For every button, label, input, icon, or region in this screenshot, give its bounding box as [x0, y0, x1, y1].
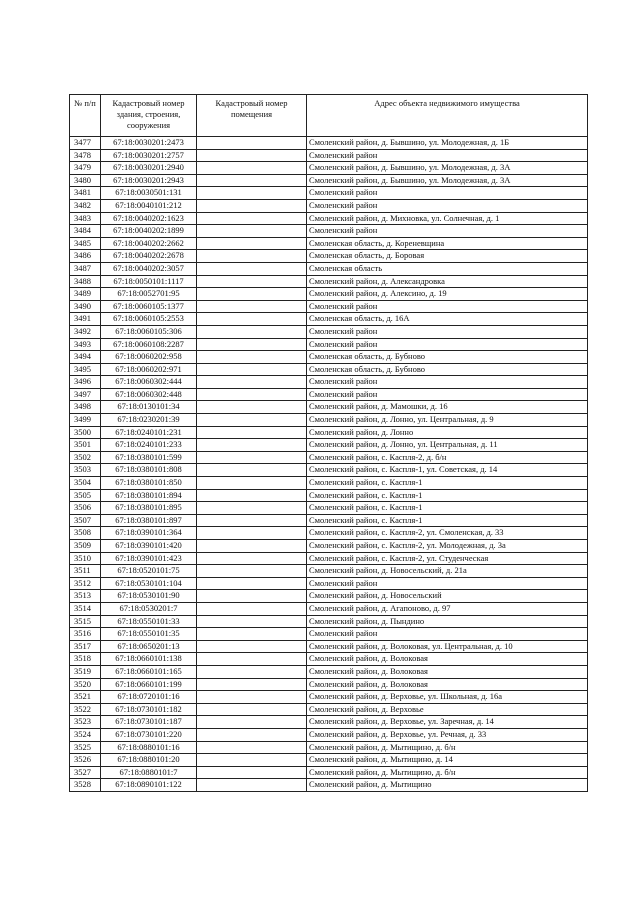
address-cell: Смоленский район, д. Бывшино, ул. Молодежная, д. 1Б: [307, 137, 588, 150]
table-row: [70, 728, 588, 741]
table-row: [70, 288, 588, 301]
address-cell: Смоленский район, д. Алексино, д. 19: [307, 288, 588, 301]
row-number-cell: 3495: [70, 363, 101, 376]
cadastral-room-cell: [197, 225, 307, 238]
row-number-cell: 3520: [70, 678, 101, 691]
document-page: [69, 94, 587, 792]
cadastral-building-cell: 67:18:0030501:131: [101, 187, 197, 200]
cadastral-room-cell: [197, 199, 307, 212]
cadastral-building-cell: 67:18:0060105:306: [101, 325, 197, 338]
cadastral-building-cell: 67:18:0040202:2678: [101, 250, 197, 263]
cadastral-building-cell: 67:18:0550101:35: [101, 628, 197, 641]
cadastral-room-cell: [197, 313, 307, 326]
row-number-cell: 3486: [70, 250, 101, 263]
cadastral-room-cell: [197, 540, 307, 553]
row-number-cell: 3519: [70, 665, 101, 678]
address-cell: Смоленский район, д. Пындино: [307, 615, 588, 628]
row-number-cell: 3503: [70, 464, 101, 477]
cadastral-building-cell: 67:18:0040202:2662: [101, 237, 197, 250]
address-cell: Смоленский район: [307, 628, 588, 641]
cadastral-room-cell: [197, 237, 307, 250]
address-cell: Смоленская область, д. Бубново: [307, 363, 588, 376]
cadastral-room-cell: [197, 527, 307, 540]
row-number-cell: 3527: [70, 766, 101, 779]
address-cell: Смоленский район, д. Михновка, ул. Солнечная, д. 1: [307, 212, 588, 225]
table-row: [70, 703, 588, 716]
cadastral-building-cell: 67:18:0660101:165: [101, 665, 197, 678]
address-cell: Смоленская область, д. 16А: [307, 313, 588, 326]
cadastral-building-cell: 67:18:0060105:1377: [101, 300, 197, 313]
cadastral-building-cell: 67:18:0060202:971: [101, 363, 197, 376]
table-row: [70, 212, 588, 225]
cadastral-room-cell: [197, 250, 307, 263]
cadastral-building-cell: 67:18:0060108:2287: [101, 338, 197, 351]
cadastral-building-cell: 67:18:0890101:122: [101, 779, 197, 792]
table-row: [70, 640, 588, 653]
table-row: [70, 262, 588, 275]
cadastral-room-cell: [197, 640, 307, 653]
row-number-cell: 3504: [70, 477, 101, 490]
address-cell: Смоленский район: [307, 577, 588, 590]
cadastral-building-cell: 67:18:0060105:2553: [101, 313, 197, 326]
cadastral-room-cell: [197, 602, 307, 615]
address-cell: Смоленская область, д. Боровая: [307, 250, 588, 263]
cadastral-building-cell: 67:18:0380101:850: [101, 477, 197, 490]
cadastral-building-cell: 67:18:0520101:75: [101, 565, 197, 578]
table-row: [70, 401, 588, 414]
cadastral-building-cell: 67:18:0730101:182: [101, 703, 197, 716]
address-cell: Смоленский район: [307, 338, 588, 351]
address-cell: Смоленский район, д. Александровка: [307, 275, 588, 288]
row-number-cell: 3491: [70, 313, 101, 326]
cadastral-room-cell: [197, 653, 307, 666]
address-cell: Смоленский район: [307, 376, 588, 389]
row-number-cell: 3487: [70, 262, 101, 275]
address-cell: Смоленский район, д. Верховье: [307, 703, 588, 716]
cadastral-building-cell: 67:18:0040202:1899: [101, 225, 197, 238]
cadastral-room-cell: [197, 741, 307, 754]
cadastral-room-cell: [197, 754, 307, 767]
table-row: [70, 137, 588, 150]
cadastral-building-cell: 67:18:0730101:220: [101, 728, 197, 741]
row-number-cell: 3511: [70, 565, 101, 578]
header-cadastral-building: Кадастровый номер здания, строения, сооружения: [101, 95, 197, 137]
cadastral-room-cell: [197, 212, 307, 225]
cadastral-building-cell: 67:18:0240101:233: [101, 439, 197, 452]
row-number-cell: 3510: [70, 552, 101, 565]
cadastral-room-cell: [197, 703, 307, 716]
address-cell: Смоленский район, д. Лонно, ул. Центральная, д. 11: [307, 439, 588, 452]
table-row: [70, 552, 588, 565]
table-header-row: [70, 95, 588, 137]
header-cadastral-room: Кадастровый номер помещения: [197, 95, 307, 137]
table-row: [70, 691, 588, 704]
table-row: [70, 225, 588, 238]
cadastral-building-cell: 67:18:0390101:420: [101, 540, 197, 553]
property-table: [69, 94, 588, 792]
table-row: [70, 590, 588, 603]
table-row: [70, 678, 588, 691]
cadastral-room-cell: [197, 514, 307, 527]
cadastral-room-cell: [197, 388, 307, 401]
cadastral-building-cell: 67:18:0380101:808: [101, 464, 197, 477]
cadastral-building-cell: 67:18:0380101:894: [101, 489, 197, 502]
row-number-cell: 3492: [70, 325, 101, 338]
address-cell: Смоленский район, д. Новосельский, д. 21а: [307, 565, 588, 578]
cadastral-room-cell: [197, 779, 307, 792]
cadastral-building-cell: 67:18:0530101:104: [101, 577, 197, 590]
address-cell: Смоленский район, с. Каспля-1: [307, 489, 588, 502]
cadastral-room-cell: [197, 376, 307, 389]
cadastral-building-cell: 67:18:0040101:212: [101, 199, 197, 212]
cadastral-room-cell: [197, 766, 307, 779]
header-number: № п/п: [70, 95, 101, 137]
address-cell: Смоленский район, д. Верховье, ул. Школьная, д. 16а: [307, 691, 588, 704]
row-number-cell: 3498: [70, 401, 101, 414]
row-number-cell: 3513: [70, 590, 101, 603]
table-row: [70, 489, 588, 502]
table-row: [70, 426, 588, 439]
address-cell: Смоленский район, с. Каспля-1: [307, 502, 588, 515]
address-cell: Смоленский район, д. Лонно, ул. Центральная, д. 9: [307, 414, 588, 427]
address-cell: Смоленский район: [307, 199, 588, 212]
row-number-cell: 3490: [70, 300, 101, 313]
cadastral-room-cell: [197, 439, 307, 452]
table-row: [70, 187, 588, 200]
address-cell: Смоленский район, с. Каспля-2, ул. Молодежная, д. 3а: [307, 540, 588, 553]
cadastral-building-cell: 67:18:0240101:231: [101, 426, 197, 439]
address-cell: Смоленский район, с. Каспля-2, д. б/н: [307, 451, 588, 464]
cadastral-building-cell: 67:18:0380101:599: [101, 451, 197, 464]
cadastral-building-cell: 67:18:0730101:187: [101, 716, 197, 729]
address-cell: Смоленский район, д. Бывшино, ул. Молодежная, д. 3А: [307, 174, 588, 187]
cadastral-building-cell: 67:18:0060302:444: [101, 376, 197, 389]
table-row: [70, 351, 588, 364]
cadastral-building-cell: 67:18:0230201:39: [101, 414, 197, 427]
row-number-cell: 3496: [70, 376, 101, 389]
address-cell: Смоленский район, с. Каспля-1: [307, 514, 588, 527]
address-cell: Смоленский район, д. Бывшино, ул. Молодежная, д. 3А: [307, 162, 588, 175]
address-cell: Смоленский район, д. Мытищино, д. б/н: [307, 741, 588, 754]
cadastral-building-cell: 67:18:0030201:2757: [101, 149, 197, 162]
cadastral-building-cell: 67:18:0030201:2473: [101, 137, 197, 150]
table-row: [70, 502, 588, 515]
cadastral-building-cell: 67:18:0130101:34: [101, 401, 197, 414]
table-row: [70, 628, 588, 641]
row-number-cell: 3497: [70, 388, 101, 401]
row-number-cell: 3502: [70, 451, 101, 464]
table-row: [70, 514, 588, 527]
cadastral-building-cell: 67:18:0880101:20: [101, 754, 197, 767]
cadastral-room-cell: [197, 628, 307, 641]
table-row: [70, 477, 588, 490]
cadastral-building-cell: 67:18:0030201:2943: [101, 174, 197, 187]
table-row: [70, 162, 588, 175]
row-number-cell: 3518: [70, 653, 101, 666]
table-row: [70, 716, 588, 729]
row-number-cell: 3512: [70, 577, 101, 590]
row-number-cell: 3523: [70, 716, 101, 729]
table-row: [70, 577, 588, 590]
cadastral-room-cell: [197, 728, 307, 741]
cadastral-room-cell: [197, 665, 307, 678]
row-number-cell: 3509: [70, 540, 101, 553]
address-cell: Смоленский район, с. Каспля-1, ул. Советская, д. 14: [307, 464, 588, 477]
table-row: [70, 766, 588, 779]
table-row: [70, 754, 588, 767]
cadastral-room-cell: [197, 262, 307, 275]
cadastral-room-cell: [197, 401, 307, 414]
row-number-cell: 3499: [70, 414, 101, 427]
cadastral-building-cell: 67:18:0660101:199: [101, 678, 197, 691]
cadastral-room-cell: [197, 174, 307, 187]
address-cell: Смоленский район: [307, 388, 588, 401]
cadastral-room-cell: [197, 489, 307, 502]
cadastral-building-cell: 67:18:0052701:95: [101, 288, 197, 301]
table-row: [70, 174, 588, 187]
row-number-cell: 3522: [70, 703, 101, 716]
address-cell: Смоленский район: [307, 187, 588, 200]
cadastral-room-cell: [197, 552, 307, 565]
address-cell: Смоленский район, д. Мамошки, д. 16: [307, 401, 588, 414]
row-number-cell: 3501: [70, 439, 101, 452]
row-number-cell: 3514: [70, 602, 101, 615]
cadastral-building-cell: 67:18:0390101:423: [101, 552, 197, 565]
row-number-cell: 3477: [70, 137, 101, 150]
table-row: [70, 313, 588, 326]
row-number-cell: 3481: [70, 187, 101, 200]
address-cell: Смоленская область: [307, 262, 588, 275]
row-number-cell: 3479: [70, 162, 101, 175]
row-number-cell: 3494: [70, 351, 101, 364]
address-cell: Смоленский район, д. Агапоново, д. 97: [307, 602, 588, 615]
cadastral-building-cell: 67:18:0390101:364: [101, 527, 197, 540]
table-row: [70, 602, 588, 615]
address-cell: Смоленский район, д. Лонно: [307, 426, 588, 439]
cadastral-building-cell: 67:18:0040202:1623: [101, 212, 197, 225]
cadastral-room-cell: [197, 288, 307, 301]
cadastral-room-cell: [197, 351, 307, 364]
row-number-cell: 3525: [70, 741, 101, 754]
table-row: [70, 665, 588, 678]
address-cell: Смоленский район, д. Новосельский: [307, 590, 588, 603]
row-number-cell: 3493: [70, 338, 101, 351]
cadastral-room-cell: [197, 615, 307, 628]
row-number-cell: 3505: [70, 489, 101, 502]
address-cell: Смоленский район: [307, 325, 588, 338]
cadastral-building-cell: 67:18:0550101:33: [101, 615, 197, 628]
address-cell: Смоленский район: [307, 225, 588, 238]
cadastral-building-cell: 67:18:0530101:90: [101, 590, 197, 603]
cadastral-building-cell: 67:18:0380101:895: [101, 502, 197, 515]
table-row: [70, 363, 588, 376]
address-cell: Смоленский район, с. Каспля-2, ул. Смоленская, д. 33: [307, 527, 588, 540]
table-row: [70, 653, 588, 666]
cadastral-room-cell: [197, 363, 307, 376]
address-cell: Смоленская область, д. Бубново: [307, 351, 588, 364]
table-row: [70, 439, 588, 452]
row-number-cell: 3482: [70, 199, 101, 212]
table-row: [70, 300, 588, 313]
row-number-cell: 3521: [70, 691, 101, 704]
cadastral-building-cell: 67:18:0530201:7: [101, 602, 197, 615]
row-number-cell: 3485: [70, 237, 101, 250]
table-row: [70, 199, 588, 212]
cadastral-room-cell: [197, 426, 307, 439]
cadastral-building-cell: 67:18:0380101:897: [101, 514, 197, 527]
cadastral-building-cell: 67:18:0040202:3057: [101, 262, 197, 275]
row-number-cell: 3515: [70, 615, 101, 628]
cadastral-building-cell: 67:18:0720101:16: [101, 691, 197, 704]
cadastral-building-cell: 67:18:0060302:448: [101, 388, 197, 401]
cadastral-room-cell: [197, 502, 307, 515]
row-number-cell: 3483: [70, 212, 101, 225]
cadastral-building-cell: 67:18:0060202:958: [101, 351, 197, 364]
table-row: [70, 338, 588, 351]
table-row: [70, 741, 588, 754]
table-row: [70, 451, 588, 464]
header-address: Адрес объекта недвижимого имущества: [307, 95, 588, 137]
table-row: [70, 237, 588, 250]
table-row: [70, 540, 588, 553]
cadastral-room-cell: [197, 162, 307, 175]
cadastral-building-cell: 67:18:0030201:2940: [101, 162, 197, 175]
address-cell: Смоленский район: [307, 149, 588, 162]
table-row: [70, 615, 588, 628]
table-row: [70, 464, 588, 477]
cadastral-room-cell: [197, 716, 307, 729]
cadastral-room-cell: [197, 187, 307, 200]
table-row: [70, 275, 588, 288]
address-cell: Смоленский район, с. Каспля-1: [307, 477, 588, 490]
address-cell: Смоленский район, д. Волоковая, ул. Центральная, д. 10: [307, 640, 588, 653]
table-row: [70, 527, 588, 540]
cadastral-room-cell: [197, 300, 307, 313]
table-row: [70, 779, 588, 792]
row-number-cell: 3488: [70, 275, 101, 288]
address-cell: Смоленский район, д. Мытищино, д. б/н: [307, 766, 588, 779]
address-cell: Смоленский район, д. Мытищино, д. 14: [307, 754, 588, 767]
cadastral-room-cell: [197, 414, 307, 427]
cadastral-building-cell: 67:18:0660101:138: [101, 653, 197, 666]
address-cell: Смоленский район: [307, 300, 588, 313]
cadastral-building-cell: 67:18:0650201:13: [101, 640, 197, 653]
cadastral-room-cell: [197, 137, 307, 150]
row-number-cell: 3524: [70, 728, 101, 741]
cadastral-building-cell: 67:18:0880101:16: [101, 741, 197, 754]
cadastral-room-cell: [197, 325, 307, 338]
row-number-cell: 3478: [70, 149, 101, 162]
table-row: [70, 565, 588, 578]
cadastral-room-cell: [197, 338, 307, 351]
cadastral-building-cell: 67:18:0880101:7: [101, 766, 197, 779]
row-number-cell: 3506: [70, 502, 101, 515]
cadastral-room-cell: [197, 464, 307, 477]
address-cell: Смоленская область, д. Кореневщина: [307, 237, 588, 250]
cadastral-room-cell: [197, 577, 307, 590]
address-cell: Смоленский район, д. Верховье, ул. Речная, д. 33: [307, 728, 588, 741]
row-number-cell: 3526: [70, 754, 101, 767]
table-row: [70, 376, 588, 389]
cadastral-room-cell: [197, 691, 307, 704]
row-number-cell: 3508: [70, 527, 101, 540]
table-row: [70, 149, 588, 162]
table-row: [70, 325, 588, 338]
cadastral-room-cell: [197, 477, 307, 490]
table-body: [70, 137, 588, 792]
cadastral-room-cell: [197, 590, 307, 603]
row-number-cell: 3500: [70, 426, 101, 439]
table-row: [70, 388, 588, 401]
row-number-cell: 3528: [70, 779, 101, 792]
row-number-cell: 3516: [70, 628, 101, 641]
cadastral-room-cell: [197, 149, 307, 162]
row-number-cell: 3489: [70, 288, 101, 301]
row-number-cell: 3517: [70, 640, 101, 653]
address-cell: Смоленский район, д. Волоковая: [307, 678, 588, 691]
row-number-cell: 3484: [70, 225, 101, 238]
cadastral-room-cell: [197, 565, 307, 578]
cadastral-room-cell: [197, 678, 307, 691]
address-cell: Смоленский район, д. Мытищино: [307, 779, 588, 792]
row-number-cell: 3507: [70, 514, 101, 527]
cadastral-room-cell: [197, 275, 307, 288]
row-number-cell: 3480: [70, 174, 101, 187]
address-cell: Смоленский район, с. Каспля-2, ул. Студенческая: [307, 552, 588, 565]
address-cell: Смоленский район, д. Волоковая: [307, 653, 588, 666]
cadastral-room-cell: [197, 451, 307, 464]
table-row: [70, 414, 588, 427]
table-row: [70, 250, 588, 263]
address-cell: Смоленский район, д. Верховье, ул. Заречная, д. 14: [307, 716, 588, 729]
cadastral-building-cell: 67:18:0050101:1117: [101, 275, 197, 288]
address-cell: Смоленский район, д. Волоковая: [307, 665, 588, 678]
